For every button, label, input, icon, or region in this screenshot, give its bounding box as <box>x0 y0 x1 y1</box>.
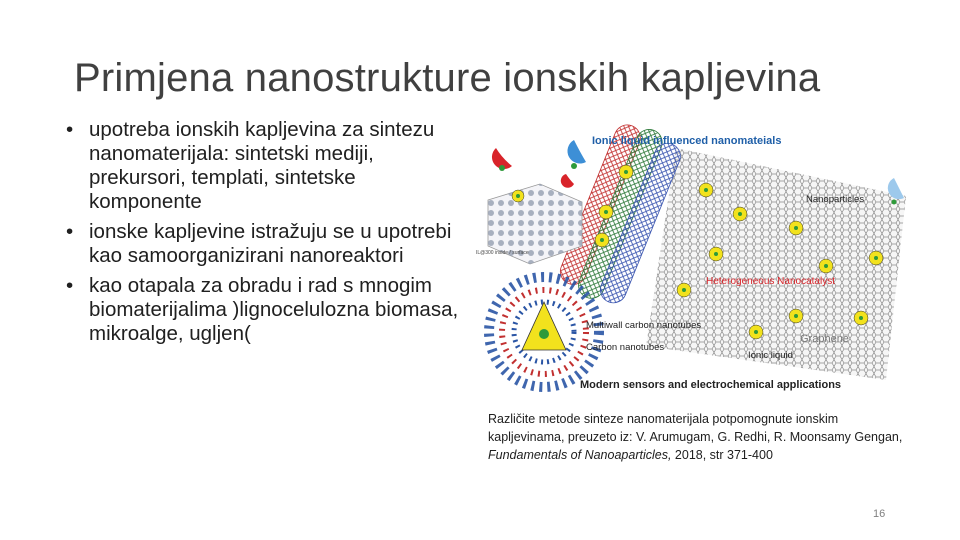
ionic-liquid-label: Ionic liquid <box>748 350 793 361</box>
bullet-marker: • <box>66 118 74 141</box>
nanoparticles-label: Nanoparticles <box>806 194 865 205</box>
nanoparticle-icon <box>789 309 803 323</box>
blue-droplet-icon <box>567 140 586 169</box>
figure-caption <box>488 410 918 464</box>
heterogeneous-label: Heterogeneous Nanocatalyst <box>706 276 835 287</box>
bullet-marker: • <box>66 274 74 297</box>
nanoparticle-icon <box>512 190 524 202</box>
figure-footer: Modern sensors and electrochemical applications <box>580 379 842 391</box>
bullet-marker: • <box>66 220 74 243</box>
caption-text-end: 2018, str 371-400 <box>671 448 773 462</box>
page-number: 16 <box>873 508 886 520</box>
nanoparticle-icon <box>619 165 633 179</box>
nanoparticle-icon <box>749 325 763 339</box>
multiwall-label: Multiwall carbon nanotubes <box>586 320 702 331</box>
graphene-sheet <box>646 148 906 380</box>
nanoparticle-icon <box>709 247 723 261</box>
nanoparticle-icon <box>819 259 833 273</box>
nanoparticle-icon <box>869 251 883 265</box>
small-droplet-icon <box>561 174 574 188</box>
nanoparticle-icon <box>733 207 747 221</box>
carbon-nanotubes-label: Carbon nanotubes <box>586 342 665 353</box>
graphene-label: Graphene <box>800 333 849 345</box>
bullet-text: ionske kapljevine istražuju se u upotrebi kao samoorganizirani nanoreaktori <box>89 220 452 267</box>
nanoparticle-icon <box>789 221 803 235</box>
caption-text: Različite metode sinteze nanomaterijala potpomognute ionskim kapljevinama, preuzeto iz: V. Arumugam, G. Redhi, R. Moonsamy Gengan, <box>488 412 903 444</box>
nanoparticle-icon <box>599 205 613 219</box>
nanoparticle-icon <box>854 311 868 325</box>
nanoparticle-icon <box>595 233 609 247</box>
bullet-text: kao otapala za obradu i rad s mnogim biomaterijalima )lignocelulozna biomasa, mikroalge, ugljen( <box>89 274 459 345</box>
bullet-item <box>64 274 459 346</box>
nanomaterials-figure <box>466 118 906 400</box>
nanoparticle-icon <box>699 183 713 197</box>
slide-title: Primjena nanostrukture ionskih kapljevina <box>74 56 821 100</box>
red-droplet-icon <box>492 148 512 171</box>
bullet-item <box>64 220 459 268</box>
bullet-text: upotreba ionskih kapljevina za sintezu nanomaterijala: sintetski mediji, prekursori, templati, sintetske komponente <box>89 118 435 213</box>
bullet-list <box>64 118 459 352</box>
nanoparticle-icon <box>677 283 691 297</box>
figure-header: Ionic liquid influenced nanomateials <box>592 135 782 147</box>
inset-label: IL@300 inside / surface <box>476 250 529 256</box>
caption-book-title: Fundamentals of Nanoaparticles, <box>488 448 672 462</box>
bullet-item <box>64 118 459 214</box>
